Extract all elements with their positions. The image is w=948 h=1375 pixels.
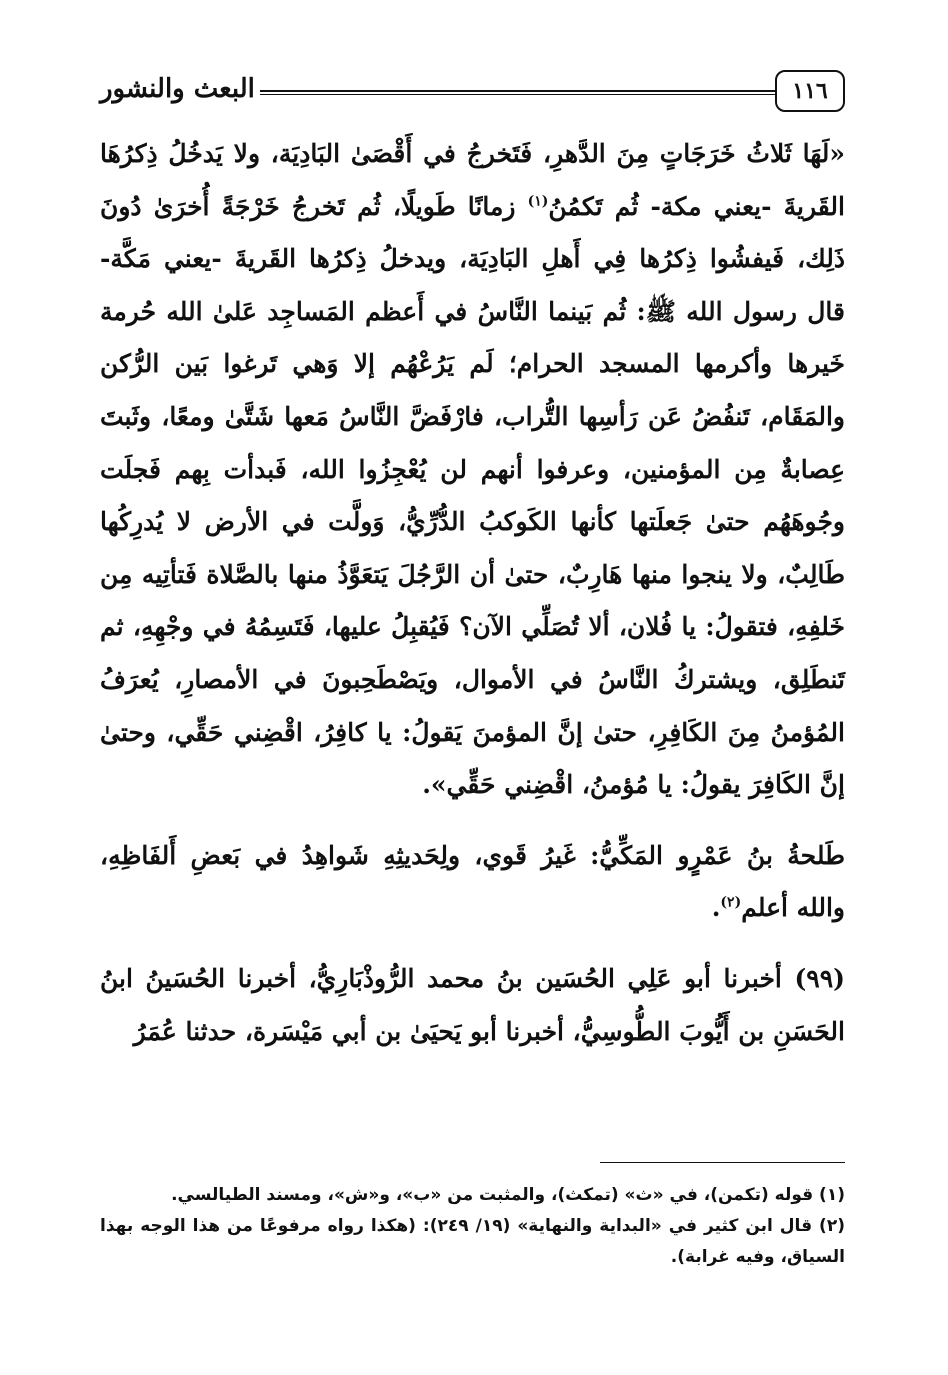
- isnad-text: أخبرنا أبو عَلِي الحُسَين بنُ محمد الرُّوذْبَارِيُّ، أخبرنا الحُسَينُ ابنُ الحَسَنِ بن أَيُّوبَ الطُّوسِيُّ، أخبرنا أبو يَحيَىٰ بن أبي مَيْسَرة، حدثنا عُمَرُ: [100, 963, 845, 1046]
- commentary-paragraph: [100, 830, 845, 935]
- page-number: ١١٦: [775, 70, 845, 112]
- page-header: [100, 70, 845, 114]
- commentary-end: .: [711, 893, 721, 923]
- footnote-1: (١) قوله (تكمن)، في «ث» (تمكث)، والمثبت من «ب»، و«ش»، ومسند الطيالسي.: [171, 1185, 845, 1205]
- commentary-text: طَلحةُ بنُ عَمْرٍو المَكِّيُّ: غَيرُ قَوي، ولِحَديثِهِ شَواهِدُ في بَعضِ أَلفَاظِهِ، والله أعلم: [100, 840, 845, 923]
- hadith-text-start: «لَهَا ثَلاثُ خَرَجَاتٍ مِنَ الدَّهرِ، فَتَخرجُ في أَقْصَىٰ البَادِيَة، ولا يَدخُلُ ذِكرُهَا القَريةَ -يعني مكة- ثُم تَكمُنُ: [100, 139, 845, 221]
- hadith-99-paragraph: [100, 953, 845, 1058]
- header-rule: [260, 90, 775, 95]
- footnotes: [100, 1180, 845, 1273]
- hadith-number: (٩٩): [794, 963, 845, 993]
- hadith-paragraph: [100, 128, 845, 812]
- footnote-marker-2: (٢): [720, 894, 742, 911]
- footnote-separator: [600, 1162, 845, 1163]
- main-text: [100, 128, 845, 1058]
- running-title: البعث والنشور: [100, 74, 255, 104]
- hadith-text-continued: زمانًا طَويلًا، ثُم تَخرجُ خَرْجَةً أُخرَىٰ دُونَ ذَلِك، فَيفشُوا ذِكرُها فِي أَهلِ البَادِيَة، ويدخلُ ذِكرُها القَريةَ -يعني مَكَّة- قال رسول الله ﷺ: ثُم بَينما النَّاسُ في أَعظم المَساجِد عَلىٰ الله حُرمة خَيرها وأكرمها المسجد الحرام؛ لَم يَرُعْهُم إلا وَهي تَرغوا بَين الرُّكن والمَقَام، تَنفُضُ عَن رَأسِها التُّراب، فارْفَضَّ النَّاسُ مَعها شَتَّىٰ ومعًا، وثَبتَ عِصابةٌ مِن المؤمنين، وعرفوا أنهم لن يُعْجِزُوا الله، فَبدأت بِهم فَجلَت وجُوهَهُم حتىٰ جَعلَتها كأنها الكَوكبُ الدُّرِّيُّ، وَولَّت في الأرض لا يُدرِكُها طَالِبٌ، ولا ينجوا منها هَارِبٌ، حتىٰ أن الرَّجُلَ يَتعَوَّذُ منها بالصَّلاة فَتأتِيه مِن خَلفِهِ، فتقولُ: يا فُلان، ألا تُصَلِّي الآن؟ فَيُقبِلُ عليها، فَتَسِمُهُ في وجْهِهِ، ثم تَنطَلِق، ويشتركُ النَّاسُ في الأموال، ويَصْطَحِبونَ في الأمصارِ، يُعرَفُ المُؤمنُ مِنَ الكَافِرِ، حتىٰ إنَّ المؤمنَ يَقولُ: يا كافِرُ، اقْضِني حَقِّي، وحتىٰ إنَّ الكَافِرَ يقولُ: يا مُؤمنُ، اقْضِني حَقِّي».: [100, 191, 845, 800]
- footnote-marker-1: (١): [527, 193, 549, 210]
- footnote-2: (٢) قال ابن كثير في «البداية والنهاية» (١٩/ ٢٤٩): (هكذا رواه مرفوعًا من هذا الوجه بهذا السياق، وفيه غرابة).: [100, 1216, 845, 1267]
